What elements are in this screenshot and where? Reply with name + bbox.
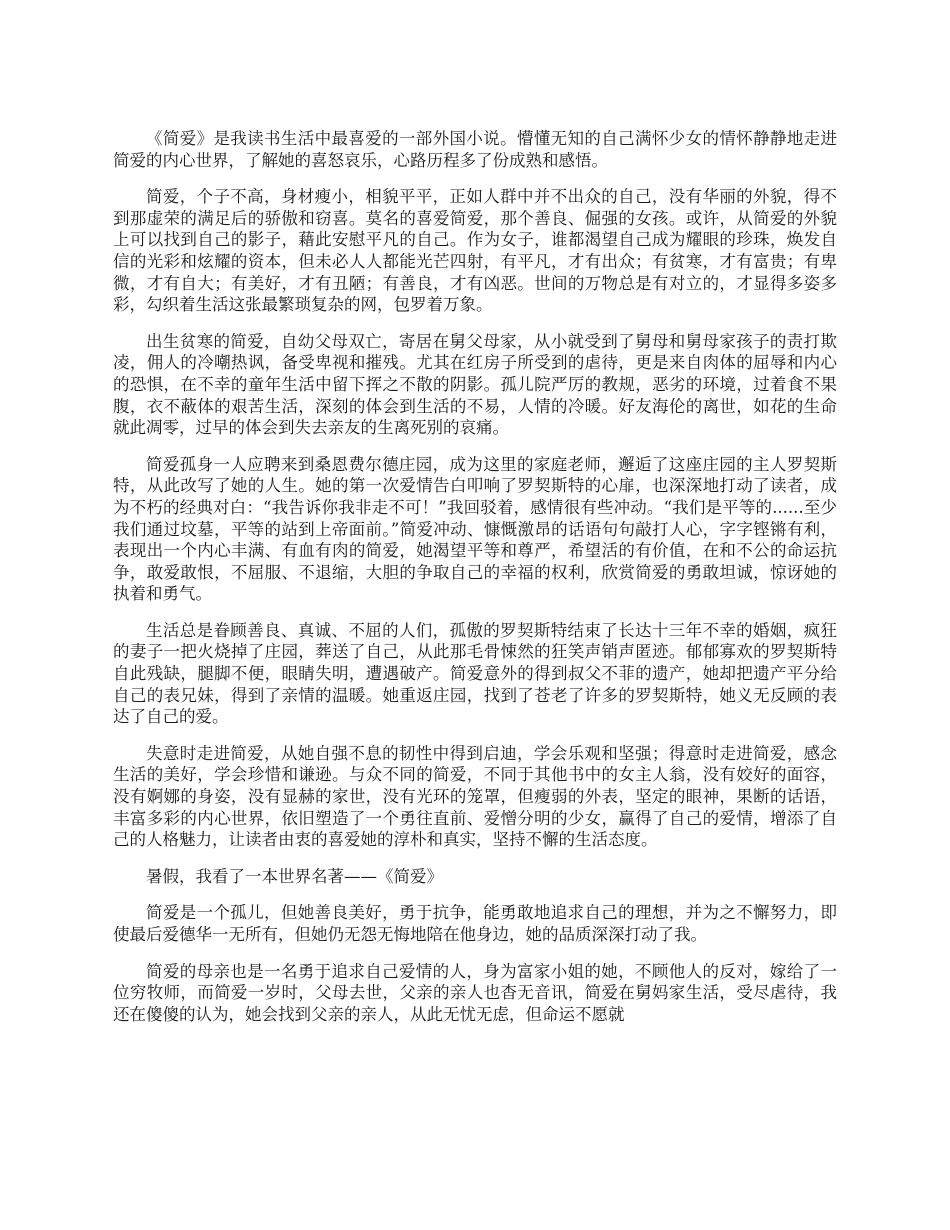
paragraph-8: 简爱是一个孤儿，但她善良美好，勇于抗争，能勇敢地追求自己的理想，并为之不懈努力，即使最后爱德华一无所有，但她仍无怨无悔地陪在他身边，她的品质深深打动了我。 <box>113 903 837 944</box>
document-body <box>113 128 837 1040</box>
paragraph-1: 《简爱》是我读书生活中最喜爱的一部外国小说。懵懂无知的自己满怀少女的情怀静静地走进简爱的内心世界，了解她的喜怒哀乐，心路历程多了份成熟和感悟。 <box>113 129 837 170</box>
paragraph-2: 简爱，个子不高，身材瘦小，相貌平平，正如人群中并不出众的自己，没有华丽的外貌，得不到那虚荣的满足后的骄傲和窃喜。莫名的喜爱简爱，那个善良、倔强的女孩。或许，从简爱的外貌上可以找到自己的影子，藉此安慰平凡的自己。作为女子，谁都渴望自己成为耀眼的珍珠，焕发自信的光彩和炫耀的资本，但未必人人都能光芒四射，有平凡，才有出众；有贫寒，才有富贵；有卑微，才有自大；有美好，才有丑陋；有善良，才有凶恶。世间的万物总是有对立的，才显得多姿多彩，勾织着生活这张最繁琐复杂的网，包罗着万象。 <box>113 187 837 315</box>
paragraph-3: 出生贫寒的简爱，自幼父母双亡，寄居在舅父母家，从小就受到了舅母和舅母家孩子的责打欺凌，佣人的冷嘲热讽，备受卑视和摧残。尤其在红房子所受到的虐待，更是来自肉体的屈辱和内心的恐惧，在不幸的童年生活中留下挥之不散的阴影。孤儿院严厉的教规，恶劣的环境，过着食不果腹，衣不蔽体的艰苦生活，深刻的体会到生活的不易，人情的冷暖。好友海伦的离世，如花的生命就此凋零，过早的体会到失去亲友的生离死别的哀痛。 <box>113 331 837 438</box>
paragraph-6: 失意时走进简爱，从她自强不息的韧性中得到启迪，学会乐观和坚强；得意时走进简爱，感念生活的美好，学会珍惜和谦逊。与众不同的简爱，不同于其他书中的女主人翁，没有姣好的面容，没有婀娜的身姿，没有显赫的家世，没有光环的笼罩，但瘦弱的外表，坚定的眼神，果断的话语，丰富多彩的内心世界，依旧塑造了一个勇往直前、爱憎分明的少女，赢得了自己的爱情，增添了自己的人格魅力，让读者由衷的喜爱她的淳朴和真实，坚持不懈的生活态度。 <box>113 743 837 850</box>
paragraph-4: 简爱孤身一人应聘来到桑恩费尔德庄园，成为这里的家庭老师，邂逅了这座庄园的主人罗契斯特，从此改写了她的人生。她的第一次爱情告白叩响了罗契斯特的心扉，也深深地打动了读者，成为不朽的经典对白：“我告诉你我非走不可！”我回驳着，感情很有些冲动。“我们是平等的......至少我们通过坟墓，平等的站到上帝面前。”简爱冲动、慷慨激昂的话语句句敲打人心，字字铿锵有利，表现出一个内心丰满、有血有肉的简爱，她渴望平等和尊严，希望活的有价值，在和不公的命运抗争，敢爱敢恨，不屈服、不退缩，大胆的争取自己的幸福的权利，欣赏简爱的勇敢坦诚，惊讶她的执着和勇气。 <box>113 454 837 604</box>
paragraph-5: 生活总是眷顾善良、真诚、不屈的人们，孤傲的罗契斯特结束了长达十三年不幸的婚姻，疯狂的妻子一把火烧掉了庄园，葬送了自己，从此那毛骨悚然的狂笑声销声匿迹。郁郁寡欢的罗契斯特自此残缺，腿脚不便，眼睛失明，遭遇破产。简爱意外的得到叔父不菲的遗产，她却把遗产平分给自己的表兄妹，得到了亲情的温暖。她重返庄园，找到了苍老了许多的罗契斯特，她义无反顾的表达了自己的爱。 <box>113 620 837 727</box>
paragraph-7: 暑假，我看了一本世界名著——《简爱》 <box>146 866 443 886</box>
paragraph-9: 简爱的母亲也是一名勇于追求自己爱情的人，身为富家小姐的她，不顾他人的反对，嫁给了一位穷牧师，而简爱一岁时，父母去世，父亲的亲人也杳无音讯，简爱在舅妈家生活，受尽虐待，我还在傻傻的认为，她会找到父亲的亲人，从此无忧无虑，但命运不愿就 <box>113 961 837 1024</box>
